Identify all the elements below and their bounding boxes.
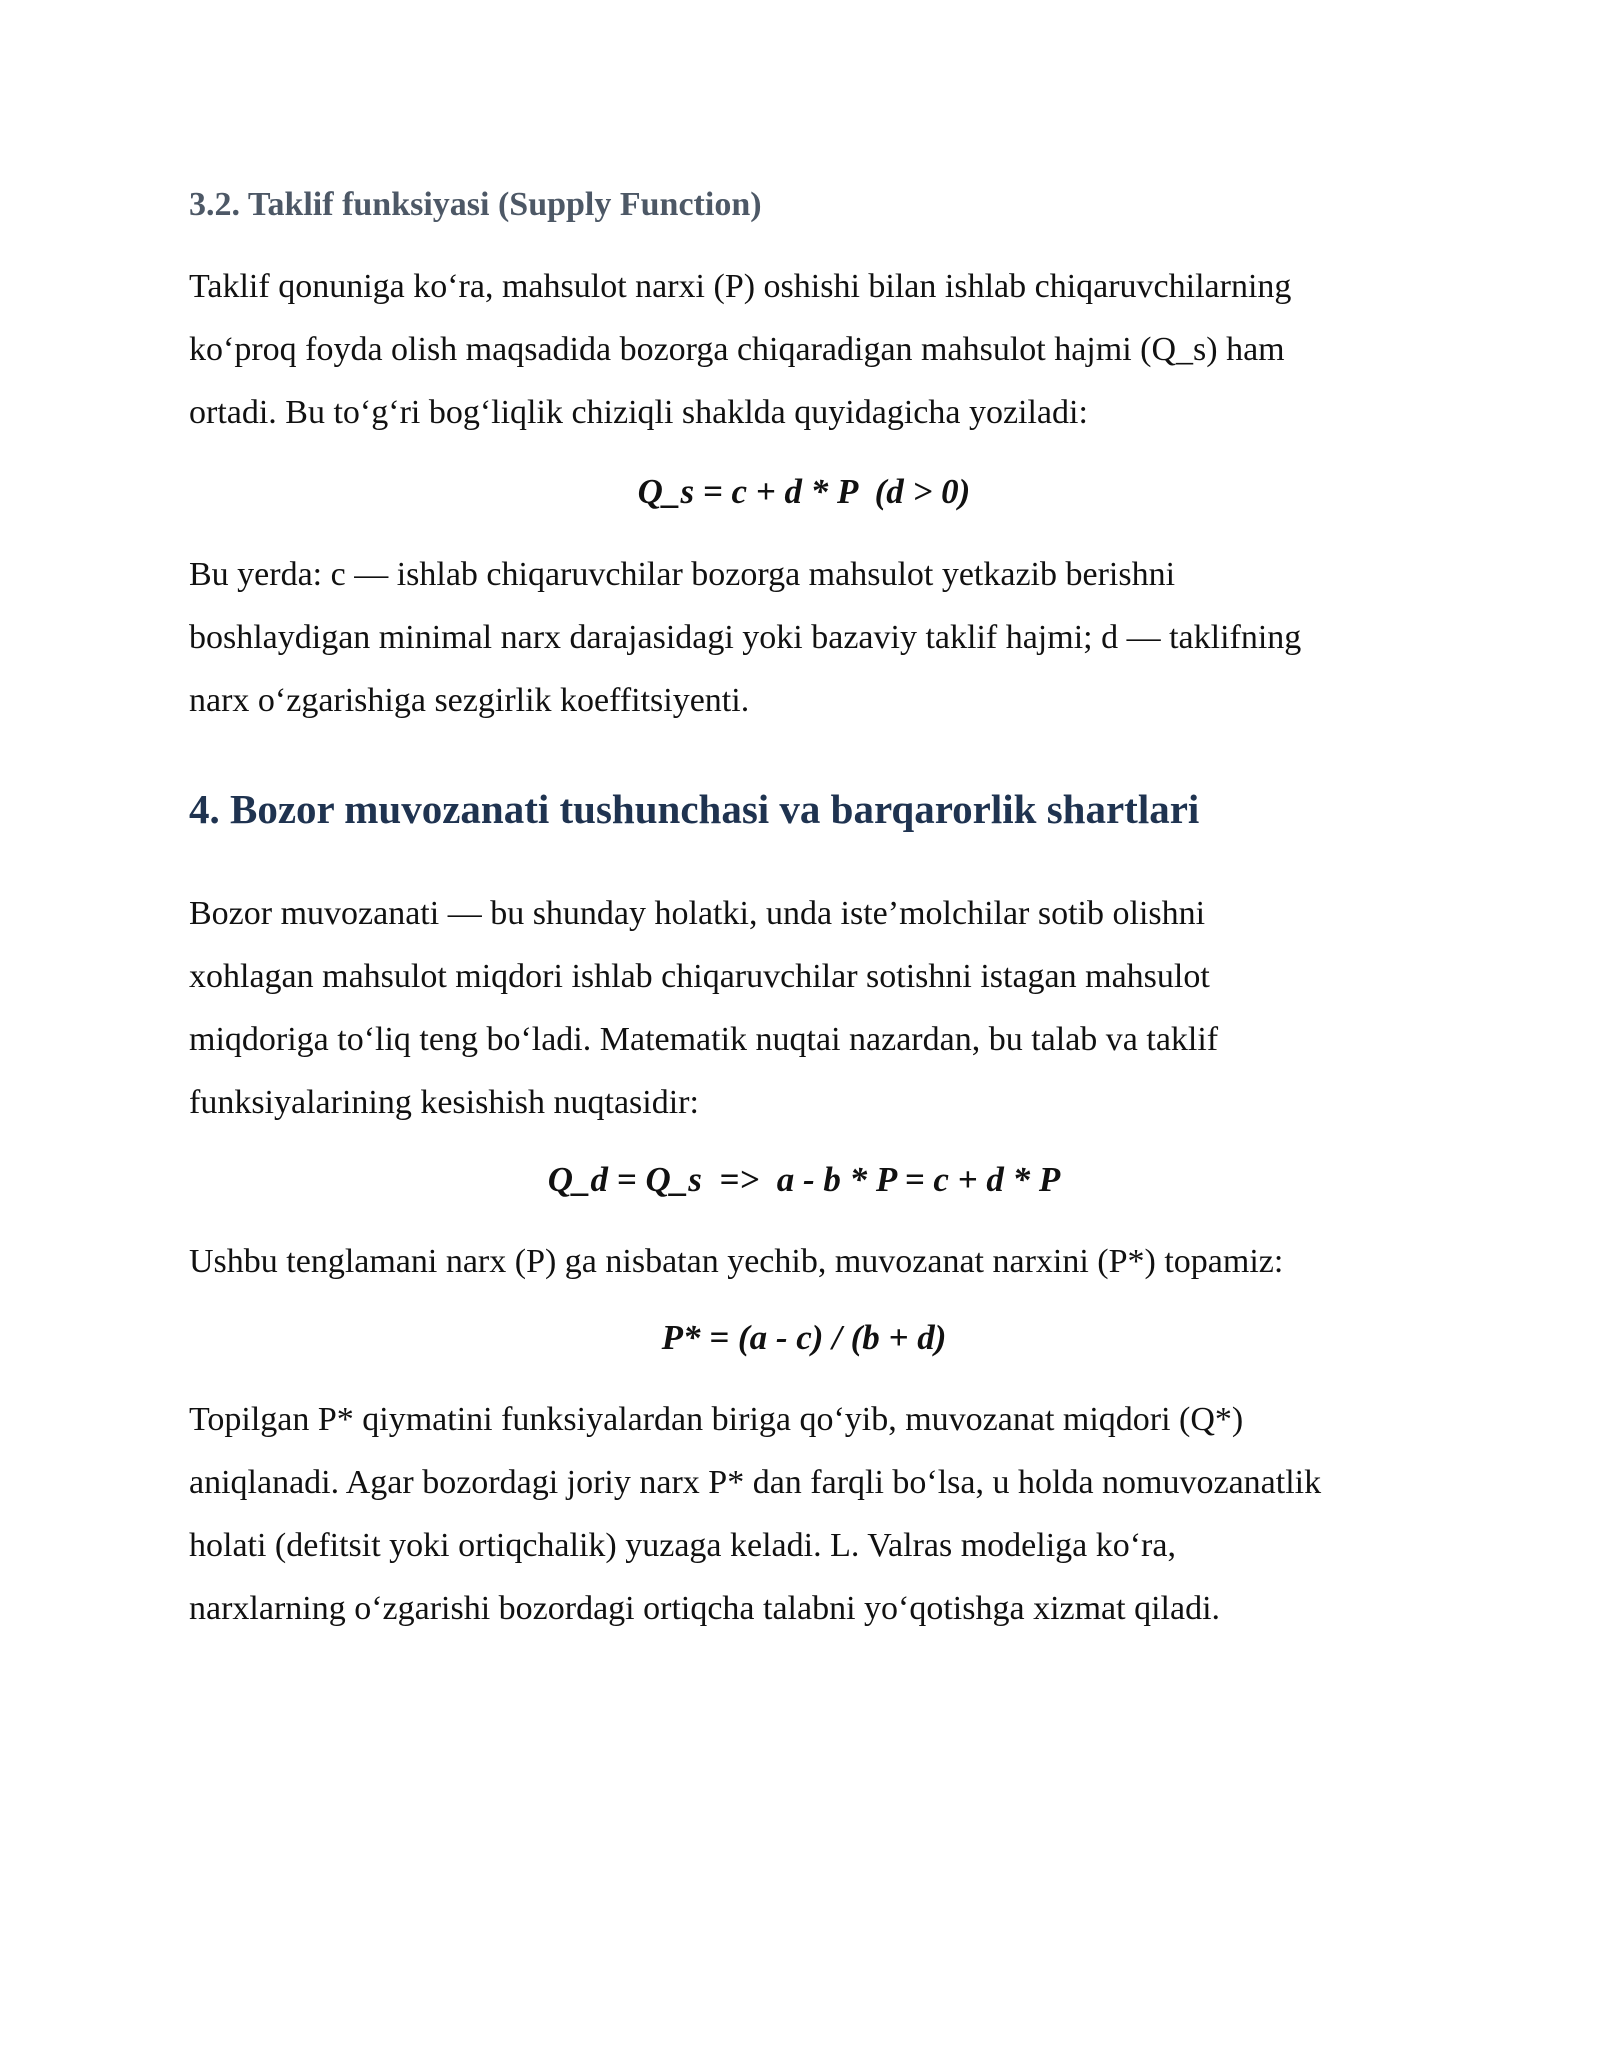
text-line: miqdoriga to‘liq teng bo‘ladi. Matematik nuqtai nazardan, bu talab va taklif (189, 1021, 1219, 1058)
text-line: Bu yerda: c — ishlab chiqaruvchilar bozorga mahsulot yetkazib berishni (189, 556, 1176, 593)
text-line: Topilgan P* qiymatini funksiyalardan biriga qo‘yib, muvozanat miqdori (Q*) (189, 1401, 1244, 1438)
text-line: funksiyalarining kesishish nuqtasidir: (189, 1084, 699, 1121)
text-line: aniqlanadi. Agar bozordagi joriy narx P* dan farqli bo‘lsa, u holda nomuvozanatlik (189, 1464, 1322, 1501)
section-heading-4: 4. Bozor muvozanati tushunchasi va barqarorlik shartlari (189, 786, 1200, 832)
text-line: holati (defitsit yoki ortiqchalik) yuzaga keladi. L. Valras modeliga ko‘ra, (189, 1527, 1176, 1564)
text-line: narx o‘zgarishiga sezgirlik koeffitsiyenti. (189, 682, 750, 719)
text-line: ko‘proq foyda olish maqsadida bozorga chiqaradigan mahsulot hajmi (Q_s) ham (189, 331, 1285, 368)
conclusion-paragraph (189, 1388, 1429, 1640)
section-heading-3-2: 3.2. Taklif funksiyasi (Supply Function) (189, 186, 762, 223)
equilibrium-formula: Q_d = Q_s => a - b * P = c + d * P (547, 1160, 1061, 1199)
text-line: narxlarning o‘zgarishi bozordagi ortiqcha talabni yo‘qotishga xizmat qiladi. (189, 1590, 1221, 1627)
equilibrium-paragraph (189, 882, 1429, 1134)
supply-paragraph (189, 255, 1429, 444)
text-line: Taklif qonuniga ko‘ra, mahsulot narxi (P) oshishi bilan ishlab chiqaruvchilarning (189, 268, 1292, 305)
solve-paragraph (189, 1230, 1429, 1293)
text-line: boshlaydigan minimal narx darajasidagi yoki bazaviy taklif hajmi; d — taklifning (189, 619, 1302, 656)
supply-explanation-paragraph (189, 543, 1429, 732)
equilibrium-price-formula: P* = (a - c) / (b + d) (661, 1318, 947, 1357)
text-line: Ushbu tenglamani narx (P) ga nisbatan yechib, muvozanat narxini (P*) topamiz: (189, 1243, 1284, 1280)
supply-formula: Q_s = c + d * P (d > 0) (637, 472, 971, 511)
text-line: ortadi. Bu to‘g‘ri bog‘liqlik chiziqli shaklda quyidagicha yoziladi: (189, 394, 1088, 431)
text-line: Bozor muvozanati — bu shunday holatki, unda iste’molchilar sotib olishni (189, 895, 1206, 932)
text-line: xohlagan mahsulot miqdori ishlab chiqaruvchilar sotishni istagan mahsulot (189, 958, 1210, 995)
